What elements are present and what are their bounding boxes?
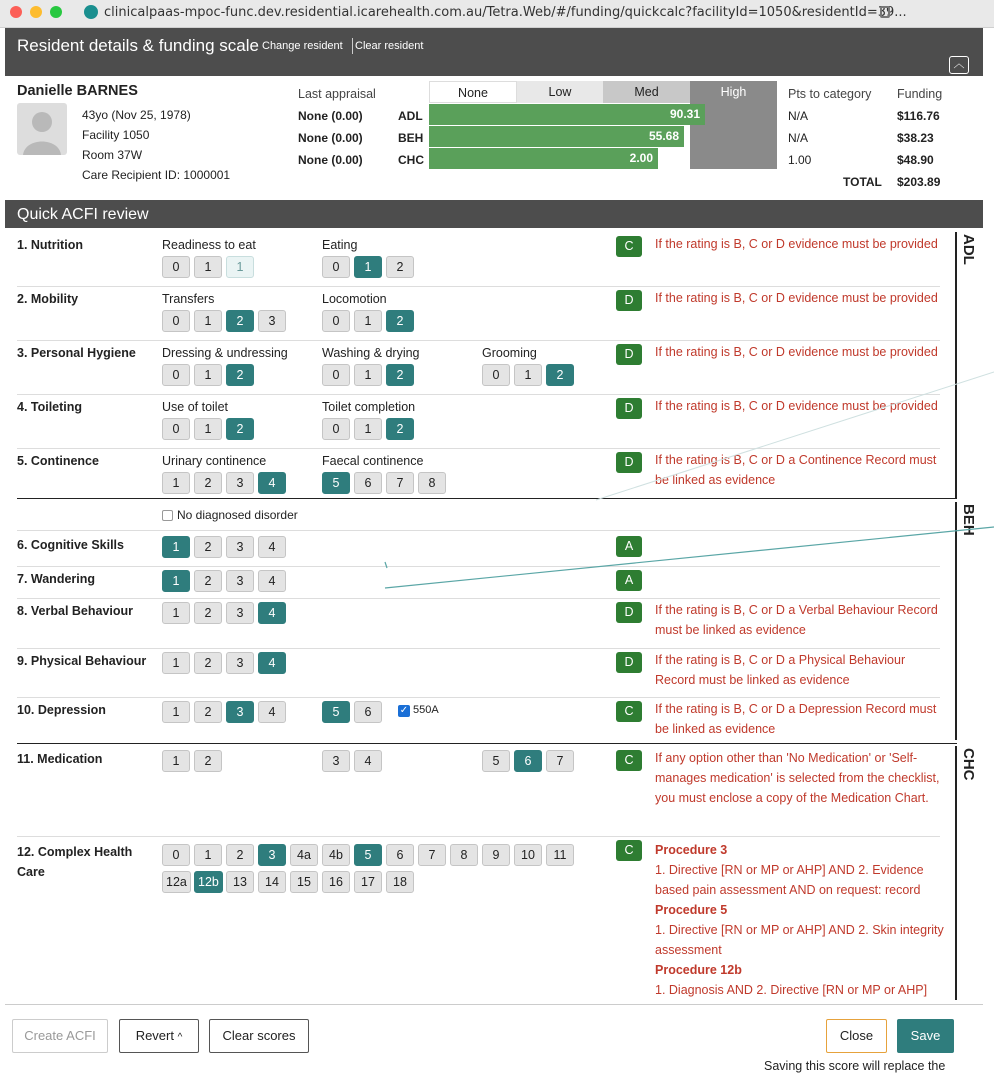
resident-name: Danielle BARNES xyxy=(17,83,138,99)
procedure-title: Procedure 12b xyxy=(655,963,742,977)
chevron-up-icon: ︿ xyxy=(953,58,965,70)
question-title: 1. Nutrition xyxy=(17,238,83,252)
rating-badge: D xyxy=(616,344,642,365)
chc-procedure-button[interactable]: 16 xyxy=(322,871,350,893)
create-acfi-button[interactable]: Create ACFI xyxy=(12,1019,108,1053)
criterion-label: Locomotion xyxy=(322,292,387,306)
score-option-button[interactable]: 2 xyxy=(226,418,254,440)
evidence-warning: If the rating is B, C or D evidence must be provided xyxy=(655,399,938,413)
evidence-warning: If the rating is B, C or D a Verbal Behaviour Record must be linked as evidence xyxy=(655,603,938,637)
resident-facility: Facility 1050 xyxy=(82,128,150,142)
close-button[interactable]: Close xyxy=(826,1019,887,1053)
score-option-button[interactable]: 7 xyxy=(546,750,574,772)
score-option-button[interactable]: 0 xyxy=(322,310,350,332)
last-appraisal-label: Last appraisal xyxy=(298,87,376,101)
score-option-button[interactable]: 1 xyxy=(514,364,542,386)
chc-procedure-button[interactable]: 17 xyxy=(354,871,382,893)
appraisal-last-value: None (0.00) xyxy=(298,153,363,167)
question-title: 7. Wandering xyxy=(17,572,96,586)
appraisal-pts: N/A xyxy=(788,109,809,123)
score-option-button[interactable]: 0 xyxy=(162,418,190,440)
rating-badge: D xyxy=(616,290,642,311)
chc-procedure-button[interactable]: 18 xyxy=(386,871,414,893)
score-option-button[interactable]: 4 xyxy=(258,652,286,674)
score-option-button[interactable]: 1 xyxy=(162,472,190,494)
resident-room: Room 37W xyxy=(82,148,143,162)
appraisal-pts: 1.00 xyxy=(788,153,812,167)
question-title: 8. Verbal Behaviour xyxy=(17,604,134,618)
appraisal-code: CHC xyxy=(398,153,424,167)
score-option-button[interactable]: 2 xyxy=(194,750,222,772)
score-option-button[interactable]: 0 xyxy=(322,256,350,278)
score-option-button[interactable]: 1 xyxy=(226,256,254,278)
score-option-button[interactable]: 1 xyxy=(194,418,222,440)
rating-badge: C xyxy=(616,701,642,722)
resident-age: 43yo (Nov 25, 1978) xyxy=(82,108,191,122)
chc-procedure-button[interactable]: 6 xyxy=(386,844,414,866)
question-title: 11. Medication xyxy=(17,752,103,766)
procedure-text: 1. Diagnosis AND 2. Directive [RN or MP or AHP] xyxy=(655,983,928,997)
funding-label: Funding xyxy=(897,87,943,101)
rating-badge: D xyxy=(616,452,642,473)
band-none: None xyxy=(429,81,517,103)
footer-divider xyxy=(5,1004,983,1005)
question-title: 9. Physical Behaviour xyxy=(17,654,147,668)
rating-badge: A xyxy=(616,570,642,591)
score-option-button[interactable]: 1 xyxy=(354,256,382,278)
rating-badge: C xyxy=(616,840,642,861)
chc-procedure-button[interactable]: 4b xyxy=(322,844,350,866)
score-option-button[interactable]: 2 xyxy=(194,652,222,674)
revert-label: Revert xyxy=(135,1028,174,1043)
rating-badge: D xyxy=(616,398,642,419)
chc-procedure-button[interactable]: 15 xyxy=(290,871,318,893)
score-option-button[interactable]: 7 xyxy=(386,472,414,494)
appraisal-funding: $38.23 xyxy=(897,131,934,145)
appraisal-funding: $116.76 xyxy=(897,109,940,123)
no-diagnosed-label: No diagnosed disorder xyxy=(177,508,298,522)
score-option-button[interactable]: 2 xyxy=(386,364,414,386)
evidence-warning: If the rating is B, C or D a Continence Record must be linked as evidence xyxy=(655,453,937,487)
chc-procedure-button[interactable]: 2 xyxy=(226,844,254,866)
score-option-button[interactable]: 8 xyxy=(418,472,446,494)
rating-badge: C xyxy=(616,750,642,771)
score-option-button[interactable]: 1 xyxy=(354,418,382,440)
score-option-button[interactable]: 4 xyxy=(258,701,286,723)
criterion-label: Eating xyxy=(322,238,358,252)
question-title: 2. Mobility xyxy=(17,292,79,306)
score-option-button[interactable]: 2 xyxy=(194,701,222,723)
criterion-label: Use of toilet xyxy=(162,400,229,414)
score-option-button[interactable]: 2 xyxy=(386,418,414,440)
question-title: 3. Personal Hygiene xyxy=(17,346,136,360)
criterion-label: Dressing & undressing xyxy=(162,346,288,360)
score-option-button[interactable]: 3 xyxy=(226,536,254,558)
score-option-button[interactable]: 0 xyxy=(322,418,350,440)
procedure-text: 1. Directive [RN or MP or AHP] AND 2. Skin integrity assessment xyxy=(655,923,944,957)
clear-resident-link[interactable]: Clear resident xyxy=(355,40,424,52)
score-option-button[interactable]: 2 xyxy=(226,364,254,386)
score-option-button[interactable]: 2 xyxy=(194,602,222,624)
beh-section-label: BEH xyxy=(960,504,977,536)
criterion-label: Faecal continence xyxy=(322,454,424,468)
appraisal-score-bar: 2.00 xyxy=(429,148,658,169)
score-option-button[interactable]: 4 xyxy=(258,602,286,624)
evidence-warning: If the rating is B, C or D evidence must be provided xyxy=(655,345,938,359)
score-option-button[interactable]: 3 xyxy=(322,750,350,772)
rating-badge: C xyxy=(616,236,642,257)
score-option-button[interactable]: 4 xyxy=(258,570,286,592)
criterion-label: Transfers xyxy=(162,292,215,306)
criterion-label: Readiness to eat xyxy=(162,238,256,252)
chc-procedure-button[interactable]: 0 xyxy=(162,844,190,866)
pts-to-category-label: Pts to category xyxy=(788,87,872,101)
question-title: 10. Depression xyxy=(17,703,106,717)
score-option-button[interactable]: 3 xyxy=(226,701,254,723)
change-resident-link[interactable]: Change resident xyxy=(262,40,343,52)
criterion-label: Washing & drying xyxy=(322,346,420,360)
chevron-up-icon: ^ xyxy=(177,1032,183,1043)
score-option-button[interactable]: 1 xyxy=(194,364,222,386)
chc-procedure-button[interactable]: 7 xyxy=(418,844,446,866)
550a-label: 550A xyxy=(413,704,439,716)
score-option-button[interactable]: 2 xyxy=(226,310,254,332)
score-option-button[interactable]: 1 xyxy=(354,364,382,386)
save-button[interactable]: Save xyxy=(897,1019,954,1053)
chc-procedure-button[interactable]: 3 xyxy=(258,844,286,866)
score-option-button[interactable]: 3 xyxy=(226,472,254,494)
address-bar[interactable]: clinicalpaas-mpoc-func.dev.residential.icarehealth.com.au/Tetra.Web/#/funding/quickcalc?facilityId=1050&residentId=39... xyxy=(104,5,907,20)
score-option-button[interactable]: 3 xyxy=(226,602,254,624)
score-option-button[interactable]: 3 xyxy=(226,570,254,592)
procedure-title: Procedure 3 xyxy=(655,843,728,857)
chc-procedure-button[interactable]: 10 xyxy=(514,844,542,866)
clear-scores-button[interactable]: Clear scores xyxy=(209,1019,309,1053)
chc-procedure-button[interactable]: 12a xyxy=(162,871,191,893)
evidence-warning: If the rating is B, C or D a Physical Behaviour Record must be linked as evidence xyxy=(655,653,906,687)
band-low: Low xyxy=(517,81,603,103)
question-title: 12. Complex Health Care xyxy=(17,845,133,879)
score-option-button[interactable]: 1 xyxy=(162,750,190,772)
evidence-warning: If any option other than 'No Medication' or 'Self-manages medication' is selected from the checklist, you must enclose a copy of the Medication Chart. xyxy=(655,751,940,805)
score-option-button[interactable]: 1 xyxy=(162,570,190,592)
evidence-warning: If the rating is B, C or D evidence must be provided xyxy=(655,291,938,305)
total-label: TOTAL xyxy=(843,175,882,189)
chc-procedure-button[interactable]: 12b xyxy=(194,871,223,893)
score-option-button[interactable]: 5 xyxy=(322,472,350,494)
score-option-button[interactable]: 1 xyxy=(194,310,222,332)
care-recipient-id: Care Recipient ID: 1000001 xyxy=(82,168,231,182)
appraisal-score-bar: 55.68 xyxy=(429,126,684,147)
appraisal-last-value: None (0.00) xyxy=(298,109,363,123)
score-option-button[interactable]: 2 xyxy=(386,256,414,278)
appraisal-pts: N/A xyxy=(788,131,809,145)
score-option-button[interactable]: 2 xyxy=(194,570,222,592)
criterion-label: Urinary continence xyxy=(162,454,267,468)
score-option-button[interactable]: 1 xyxy=(194,256,222,278)
score-option-button[interactable]: 3 xyxy=(258,310,286,332)
band-med: Med xyxy=(603,81,690,103)
score-option-button[interactable]: 1 xyxy=(162,701,190,723)
550a-checkbox[interactable]: ✓ xyxy=(399,705,409,716)
score-option-button[interactable]: 6 xyxy=(354,701,382,723)
evidence-warning: If the rating is B, C or D evidence must be provided xyxy=(655,237,938,251)
rating-badge: A xyxy=(616,536,642,557)
chc-procedure-button[interactable]: 4a xyxy=(290,844,318,866)
chc-procedure-button[interactable]: 9 xyxy=(482,844,510,866)
score-option-button[interactable]: 4 xyxy=(258,472,286,494)
header-title: Resident details & funding scale xyxy=(17,36,259,55)
appraisal-funding: $48.90 xyxy=(897,153,934,167)
procedure-text: 1. Directive [RN or MP or AHP] AND 2. Evidence based pain assessment AND on request: record xyxy=(655,863,924,897)
score-option-button[interactable]: 4 xyxy=(354,750,382,772)
appraisal-code: ADL xyxy=(398,109,423,123)
rating-badge: D xyxy=(616,602,642,623)
chc-section-label: CHC xyxy=(960,748,977,781)
chc-procedure-button[interactable]: 11 xyxy=(546,844,574,866)
rating-badge: D xyxy=(616,652,642,673)
score-option-button[interactable]: 0 xyxy=(162,256,190,278)
score-option-button[interactable]: 4 xyxy=(258,536,286,558)
score-option-button[interactable]: 6 xyxy=(354,472,382,494)
appraisal-code: BEH xyxy=(398,131,424,145)
band-high: High xyxy=(690,81,777,103)
score-option-button[interactable]: 1 xyxy=(162,602,190,624)
criterion-label: Toilet completion xyxy=(322,400,416,414)
score-option-button[interactable]: 3 xyxy=(226,652,254,674)
score-option-button[interactable]: 6 xyxy=(514,750,542,772)
total-funding: $203.89 xyxy=(897,175,941,189)
score-option-button[interactable]: 0 xyxy=(162,364,190,386)
chc-procedure-button[interactable]: 8 xyxy=(450,844,478,866)
revert-button[interactable] xyxy=(119,1019,199,1053)
score-option-button[interactable]: 0 xyxy=(322,364,350,386)
save-note: Saving this score will replace the xyxy=(764,1059,946,1073)
question-title: 6. Cognitive Skills xyxy=(17,538,124,552)
adl-section-label: ADL xyxy=(960,234,977,265)
chc-procedure-button[interactable]: 14 xyxy=(258,871,286,893)
score-option-button[interactable]: 2 xyxy=(194,536,222,558)
score-option-button[interactable]: 0 xyxy=(162,310,190,332)
criterion-label: Grooming xyxy=(482,346,537,360)
evidence-warning: If the rating is B, C or D a Depression Record must be linked as evidence xyxy=(655,702,937,736)
question-title: 4. Toileting xyxy=(17,400,83,414)
score-option-button[interactable]: 1 xyxy=(354,310,382,332)
score-option-button[interactable]: 2 xyxy=(386,310,414,332)
chc-procedure-button[interactable]: 13 xyxy=(226,871,254,893)
score-option-button[interactable]: 5 xyxy=(482,750,510,772)
score-option-button[interactable]: 1 xyxy=(162,536,190,558)
procedure-title: Procedure 5 xyxy=(655,903,728,917)
chc-procedure-button[interactable]: 5 xyxy=(354,844,382,866)
score-option-button[interactable]: 1 xyxy=(162,652,190,674)
appraisal-score-bar: 90.31 xyxy=(429,104,705,125)
score-option-button[interactable]: 5 xyxy=(322,701,350,723)
score-option-button[interactable]: 2 xyxy=(194,472,222,494)
score-option-button[interactable]: 2 xyxy=(546,364,574,386)
score-option-button[interactable]: 0 xyxy=(482,364,510,386)
appraisal-last-value: None (0.00) xyxy=(298,131,363,145)
chc-procedure-button[interactable]: 1 xyxy=(194,844,222,866)
question-title: 5. Continence xyxy=(17,454,99,468)
quick-acfi-title: Quick ACFI review xyxy=(17,206,149,223)
